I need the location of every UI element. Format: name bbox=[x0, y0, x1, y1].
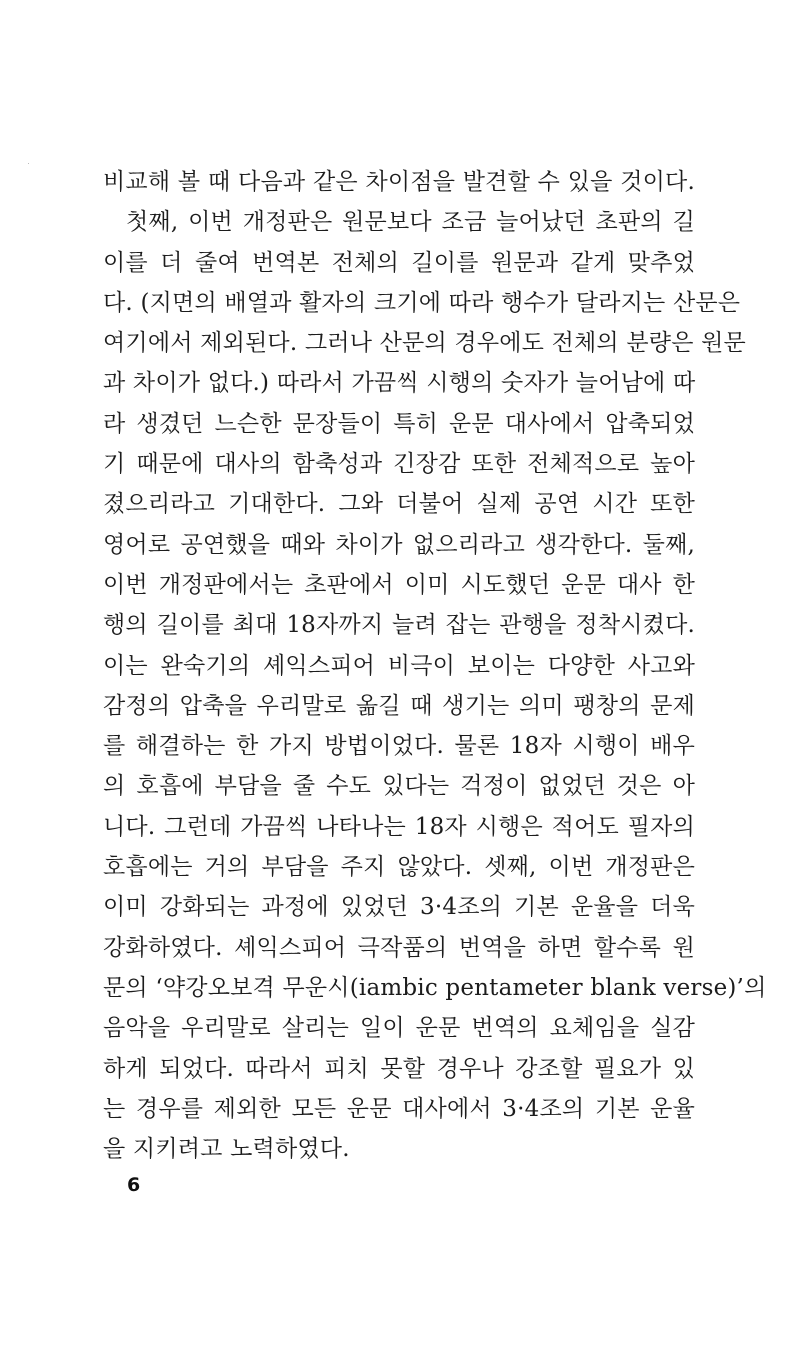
text-line: 호흡에는 거의 부담을 주지 않았다. 셋째, 이번 개정판은 bbox=[103, 854, 695, 881]
text-line: 기 때문에 대사의 함축성과 긴장감 또한 전체적으로 높아 bbox=[103, 451, 695, 478]
text-line: 비교해 볼 때 다음과 같은 차이점을 발견할 수 있을 것이다. bbox=[103, 169, 695, 195]
text-line: 음악을 우리말로 살리는 일이 운문 번역의 요체임을 실감 bbox=[103, 1015, 695, 1042]
body-text bbox=[103, 162, 767, 1169]
text-line: 이를 더 줄여 번역본 전체의 길이를 원문과 같게 맞추었 bbox=[103, 249, 695, 276]
text-line: 이미 강화되는 과정에 있었던 3·4조의 기본 운율을 더욱 bbox=[103, 894, 695, 921]
text-line: 는 경우를 제외한 모든 운문 대사에서 3·4조의 기본 운율 bbox=[103, 1095, 695, 1122]
scan-speck bbox=[28, 163, 29, 164]
text-line-paragraph-start: 첫째, 이번 개정판은 원문보다 조금 늘어났던 초판의 길 bbox=[126, 209, 695, 236]
text-line: 강화하였다. 셰익스피어 극작품의 번역을 하면 할수록 원 bbox=[103, 934, 695, 961]
text-line: 하게 되었다. 따라서 피치 못할 경우나 강조할 필요가 있 bbox=[103, 1055, 695, 1082]
text-line: 감정의 압축을 우리말로 옮길 때 생기는 의미 팽창의 문제 bbox=[103, 692, 695, 719]
text-line: 영어로 공연했을 때와 차이가 없으리라고 생각한다. 둘째, bbox=[103, 531, 695, 558]
text-line: 를 해결하는 한 가지 방법이었다. 물론 18자 시행이 배우 bbox=[103, 733, 695, 760]
text-line: 졌으리라고 기대한다. 그와 더불어 실제 공연 시간 또한 bbox=[103, 491, 695, 518]
text-line: 과 차이가 없다.) 따라서 가끔씩 시행의 숫자가 늘어남에 따 bbox=[103, 370, 696, 397]
text-line: 다. (지면의 배열과 활자의 크기에 따라 행수가 달라지는 산문은 bbox=[103, 289, 741, 316]
text-line-with-english-term: 문의 ‘약강오보격 무운시(iambic pentameter blank verse)’의 bbox=[103, 974, 767, 1001]
text-line-paragraph-end: 을 지키려고 노력하였다. bbox=[103, 1136, 350, 1163]
text-line: 의 호흡에 부담을 줄 수도 있다는 걱정이 없었던 것은 아 bbox=[103, 773, 695, 800]
text-line: 여기에서 제외된다. 그러나 산문의 경우에도 전체의 분량은 원문 bbox=[103, 330, 746, 357]
text-line: 라 생겼던 느슨한 문장들이 특히 운문 대사에서 압축되었 bbox=[103, 410, 695, 437]
text-line: 이번 개정판에서는 초판에서 이미 시도했던 운문 대사 한 bbox=[103, 571, 695, 598]
page-number: 6 bbox=[127, 1174, 141, 1196]
text-line: 니다. 그런데 가끔씩 나타나는 18자 시행은 적어도 필자의 bbox=[103, 813, 695, 840]
text-line: 이는 완숙기의 셰익스피어 비극이 보이는 다양한 사고와 bbox=[103, 652, 695, 679]
text-line: 행의 길이를 최대 18자까지 늘려 잡는 관행을 정착시켰다. bbox=[103, 612, 695, 639]
